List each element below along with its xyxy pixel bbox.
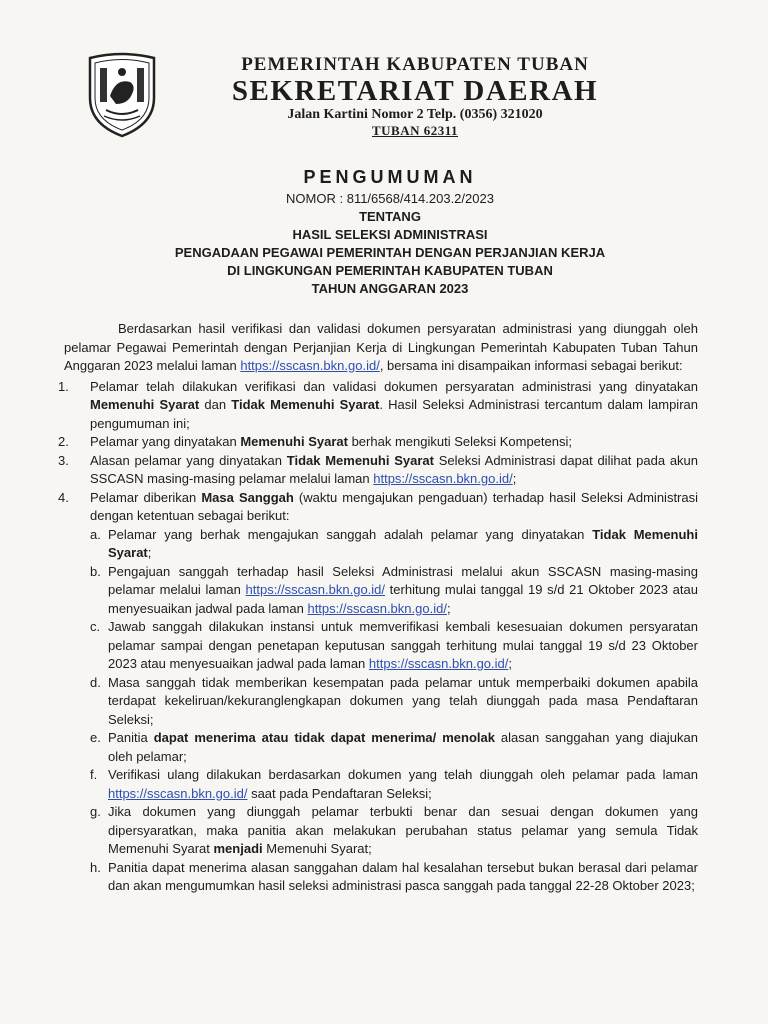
sscasn-link[interactable]: https://sscasn.bkn.go.id/ [245,582,386,597]
item-bold: Memenuhi Syarat [240,434,348,449]
sscasn-link[interactable]: https://sscasn.bkn.go.id/ [373,471,513,486]
item-text: Pengajuan sanggah terhadap hasil Seleksi Administrasi melalui akun SSCASN masing-masing pelamar melalui laman [108,563,698,597]
sub-marker: c. [90,619,101,634]
item-bold: menjadi [213,841,263,856]
subject-line-2: PENGADAAN PEGAWAI PEMERINTAH DENGAN PERJANJIAN KERJA [174,245,606,260]
item-text: berhak mengikuti Seleksi Kompetensi; [347,434,572,449]
sub-marker: d. [90,674,101,690]
office-name: SEKRETARIAT DAERAH [231,75,599,107]
about-label: TENTANG [359,209,421,224]
sub-item-h [90,859,698,896]
item-text: Pelamar yang berhak mengajukan sanggah adalah pelamar yang dinyatakan [108,526,593,542]
sub-marker: f. [90,767,98,782]
office-address: Jalan Kartini Nomor 2 Telp. (0356) 321020 [287,107,543,122]
item-bold: Tidak Memenuhi Syarat [108,526,698,560]
item-text: terhitung mulai tanggal 19 s/d 21 Oktober 2023 atau menyesuaikan jadwal pada laman [108,582,698,616]
item-text: Panitia [108,730,154,745]
tuban-regency-emblem [86,52,158,138]
list-item-4 [58,489,698,896]
announcement-title: PENGUMUMAN [303,167,477,187]
list-marker: 3. [58,452,69,468]
item-bold: Tidak Memenuhi Syarat [286,452,434,468]
office-city: TUBAN 62311 [371,123,459,138]
sub-marker: a. [90,526,101,542]
subject-line-4: TAHUN ANGGARAN 2023 [311,281,469,296]
sub-marker: h. [90,859,101,875]
item-text: ; [147,545,152,560]
item-text: Masa sanggah tidak memberikan kesempatan pada pelamar untuk memperbaiki dokumen apabila terdapat kekeliruan/kekuranglengkapan dokumen yang telah diunggah pada masa Pendaftaran Seleksi; [108,674,698,727]
list-marker: 2. [58,434,69,449]
announcement-number: NOMOR : 811/6568/414.203.2/2023 [286,191,494,206]
item-text: Alasan pelamar yang dinyatakan [90,452,287,468]
sscasn-link[interactable]: https://sscasn.bkn.go.id/ [307,600,447,616]
item-text: ; [508,656,512,671]
item-text: Jika dokumen yang diunggah pelamar terbukti benar dan sesuai dengan dokumen yang dipersyaratkan, maka panitia akan melakukan perubahan status pelamar yang semula Tidak Memenuhi Syarat [108,804,698,856]
announcement-body [58,320,699,896]
item-text: Pelamar diberikan [90,489,202,505]
list-item-2 [58,433,698,452]
sub-item-c [90,618,698,674]
intro-paragraph [64,320,698,376]
sub-item-g [90,803,698,859]
item-text: . Hasil Seleksi Administrasi tercantum dalam lampiran pengumuman ini; [90,397,698,431]
item-bold: Memenuhi Syarat [90,397,200,412]
sub-list [90,526,698,896]
item-text: (waktu mengajukan pengaduan) terhadap hasil Seleksi Administrasi dengan ketentuan sebagai berikut: [90,489,698,523]
item-bold: Tidak Memenuhi Syarat [231,397,380,412]
subject-line-3: DI LINGKUNGAN PEMERINTAH KABUPATEN TUBAN [227,263,553,278]
sub-item-d [90,674,698,730]
item-text: Seleksi Administrasi dapat dilihat pada akun SSCASN masing-masing pelamar melalui laman [90,452,699,486]
item-text: dan [199,397,232,412]
item-text: ; [512,471,517,486]
letterhead [200,54,630,138]
item-text: Verifikasi ulang dilakukan berdasarkan dokumen yang telah diunggah oleh pelamar pada laman [108,767,698,782]
government-name: PEMERINTAH KABUPATEN TUBAN [241,54,589,75]
sscasn-link[interactable]: https://sscasn.bkn.go.id/ [368,656,509,671]
sub-item-f [90,766,698,803]
numbered-list [58,378,699,896]
sub-item-a [90,526,698,563]
item-bold: Masa Sanggah [201,489,294,505]
intro-text-end: , bersama ini disampaikan informasi sebagai berikut: [379,358,683,373]
sub-marker: b. [90,563,101,579]
item-text: Memenuhi Syarat; [262,841,372,856]
sub-item-e [90,729,698,766]
sub-marker: e. [90,730,101,745]
subject-line-1: HASIL SELEKSI ADMINISTRASI [292,227,488,242]
intro-text: Berdasarkan hasil verifikasi dan validasi dokumen persyaratan administrasi yang diunggah oleh pelamar Pegawai Pemerintah dengan Perjanjian Kerja di Lingkungan Pemerintah Kabupaten Tuban Tahun Anggaran 2023 melalui laman [64,321,698,373]
list-marker: 1. [58,378,69,394]
list-item-1 [58,378,698,434]
list-marker: 4. [58,489,69,505]
item-text: ; [446,600,451,616]
list-item-3 [58,452,699,489]
item-text: saat pada Pendaftaran Seleksi; [247,785,432,801]
item-text: Pelamar yang dinyatakan [90,434,241,449]
announcement-heading [110,166,670,298]
sscasn-link[interactable]: https://sscasn.bkn.go.id/ [240,358,380,373]
item-text: Panitia dapat menerima alasan sanggahan dalam hal kesalahan tersebut bukan berasal dari pelamar dan akan mengumumkan hasil seleksi administrasi pasca sanggah pada tanggal 22-28 Oktober 2023; [108,859,698,893]
sub-marker: g. [90,804,101,819]
item-text: Jawab sanggah dilakukan instansi untuk memverifikasi kembali kesesuaian dokumen persyaratan pelamar sampai dengan penetapan keputusan sanggah terhitung mulai tanggal 19 s/d 23 Oktober 2023 atau menyesuaikan jadwal pada laman [108,619,698,671]
item-text: alasan sanggahan yang diajukan oleh pelamar; [108,730,698,764]
item-text: Pelamar telah dilakukan verifikasi dan validasi dokumen persyaratan administrasi yang dinyatakan [90,378,698,394]
item-bold: dapat menerima atau tidak dapat menerima/ menolak [153,730,495,745]
sub-item-b [90,563,698,619]
sscasn-link[interactable]: https://sscasn.bkn.go.id/ [108,785,248,801]
